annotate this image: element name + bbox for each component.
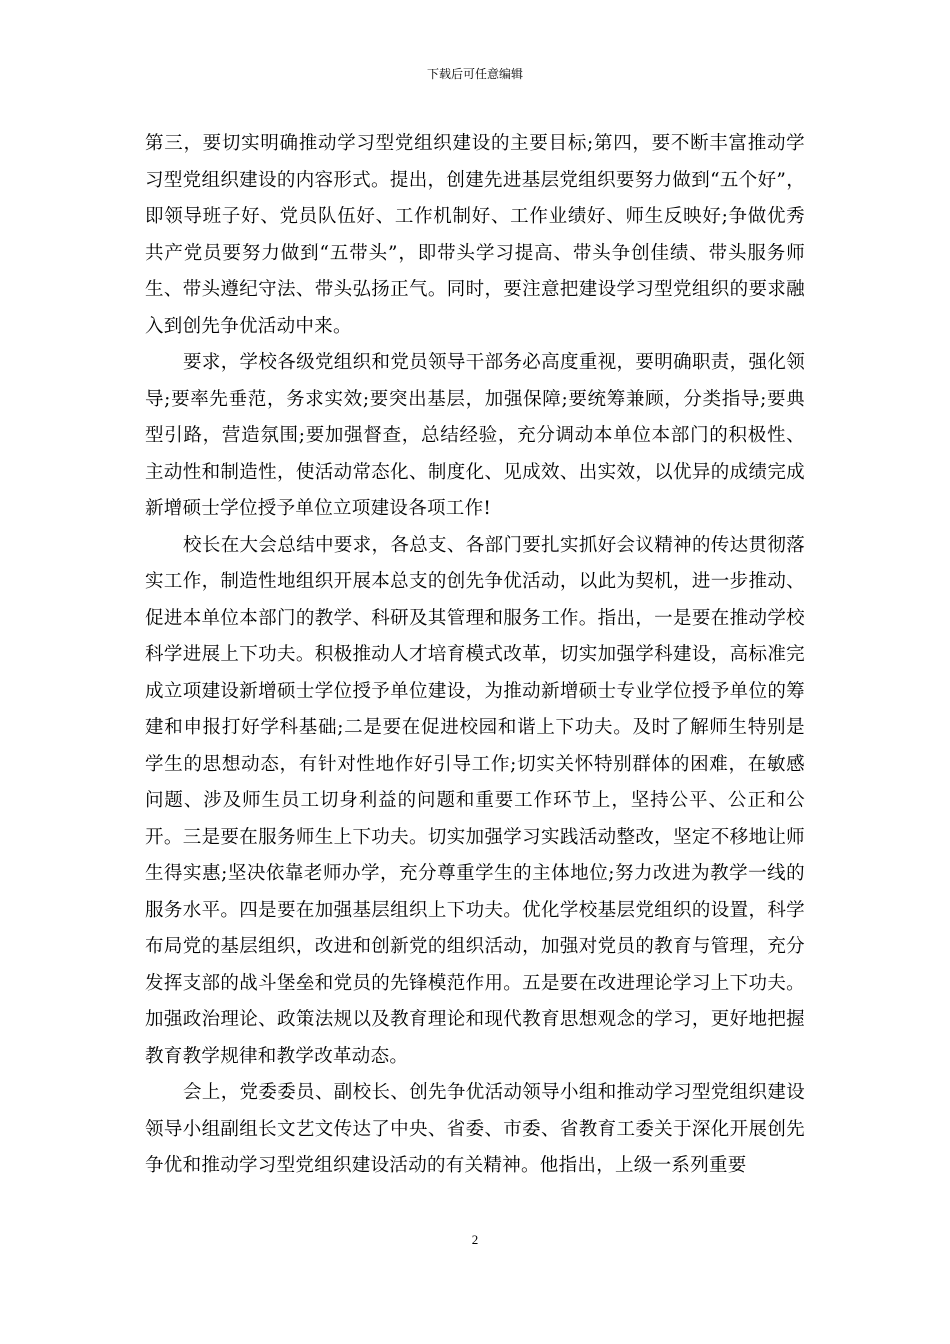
paragraph-4: 会上，党委委员、副校长、创先争优活动领导小组和推动学习型党组织建设领导小组副组长文艺文传达了中央、省委、市委、省教育工委关于深化开展创先争优和推动学习型党组织建设活动的有关精神。他指出，上级一系列重要 <box>145 1082 805 1176</box>
paragraph-2: 要求，学校各级党组织和党员领导干部务必高度重视，要明确职责，强化领导;要率先垂范，务求实效;要突出基层，加强保障;要统筹兼顾，分类指导;要典型引路，营造氛围;要加强督查，总结经验，充分调动本单位本部门的积极性、主动性和制造性，使活动常态化、制度化、见成效、出实效，以优异的成绩完成新增硕士学位授予单位立项建设各项工作! <box>145 352 805 519</box>
paragraph-1: 第三，要切实明确推动学习型党组织建设的主要目标;第四，要不断丰富推动学习型党组织建设的内容形式。提出，创建先进基层党组织要努力做到“五个好”，即领导班子好、党员队伍好、工作机制好、工作业绩好、师生反映好;争做优秀共产党员要努力做到“五带头”，即带头学习提高、带头争创佳绩、带头服务师生、带头遵纪守法、带头弘扬正气。同时，要注意把建设学习型党组织的要求融入到创先争优活动中来。 <box>145 133 805 337</box>
document-body <box>145 126 805 1185</box>
page-header: 下载后可任意编辑 <box>426 67 523 81</box>
page-number: 2 <box>471 1232 479 1247</box>
paragraph-3: 校长在大会总结中要求，各总支、各部门要扎实抓好会议精神的传达贯彻落实工作，制造性地组织开展本总支的创先争优活动，以此为契机，进一步推动、促进本单位本部门的教学、科研及其管理和服务工作。指出，一是要在推动学校科学进展上下功夫。积极推动人才培育模式改革，切实加强学科建设，高标准完成立项建设新增硕士学位授予单位建设，为推动新增硕士专业学位授予单位的筹建和申报打好学科基础;二是要在促进校园和谐上下功夫。及时了解师生特别是学生的思想动态，有针对性地作好引导工作;切实关怀特别群体的困难，在敏感问题、涉及师生员工切身利益的问题和重要工作环节上，坚持公平、公正和公开。三是要在服务师生上下功夫。切实加强学习实践活动整改，坚定不移地让师生得实惠;坚决依靠老师办学，充分尊重学生的主体地位;努力改进为教学一线的服务水平。四是要在加强基层组织上下功夫。优化学校基层党组织的设置，科学布局党的基层组织，改进和创新党的组织活动，加强对党员的教育与管理，充分发挥支部的战斗堡垒和党员的先锋模范作用。五是要在改进理论学习上下功夫。加强政治理论、政策法规以及教育理论和现代教育思想观念的学习，更好地把握教育教学规律和教学改革动态。 <box>145 534 805 1067</box>
